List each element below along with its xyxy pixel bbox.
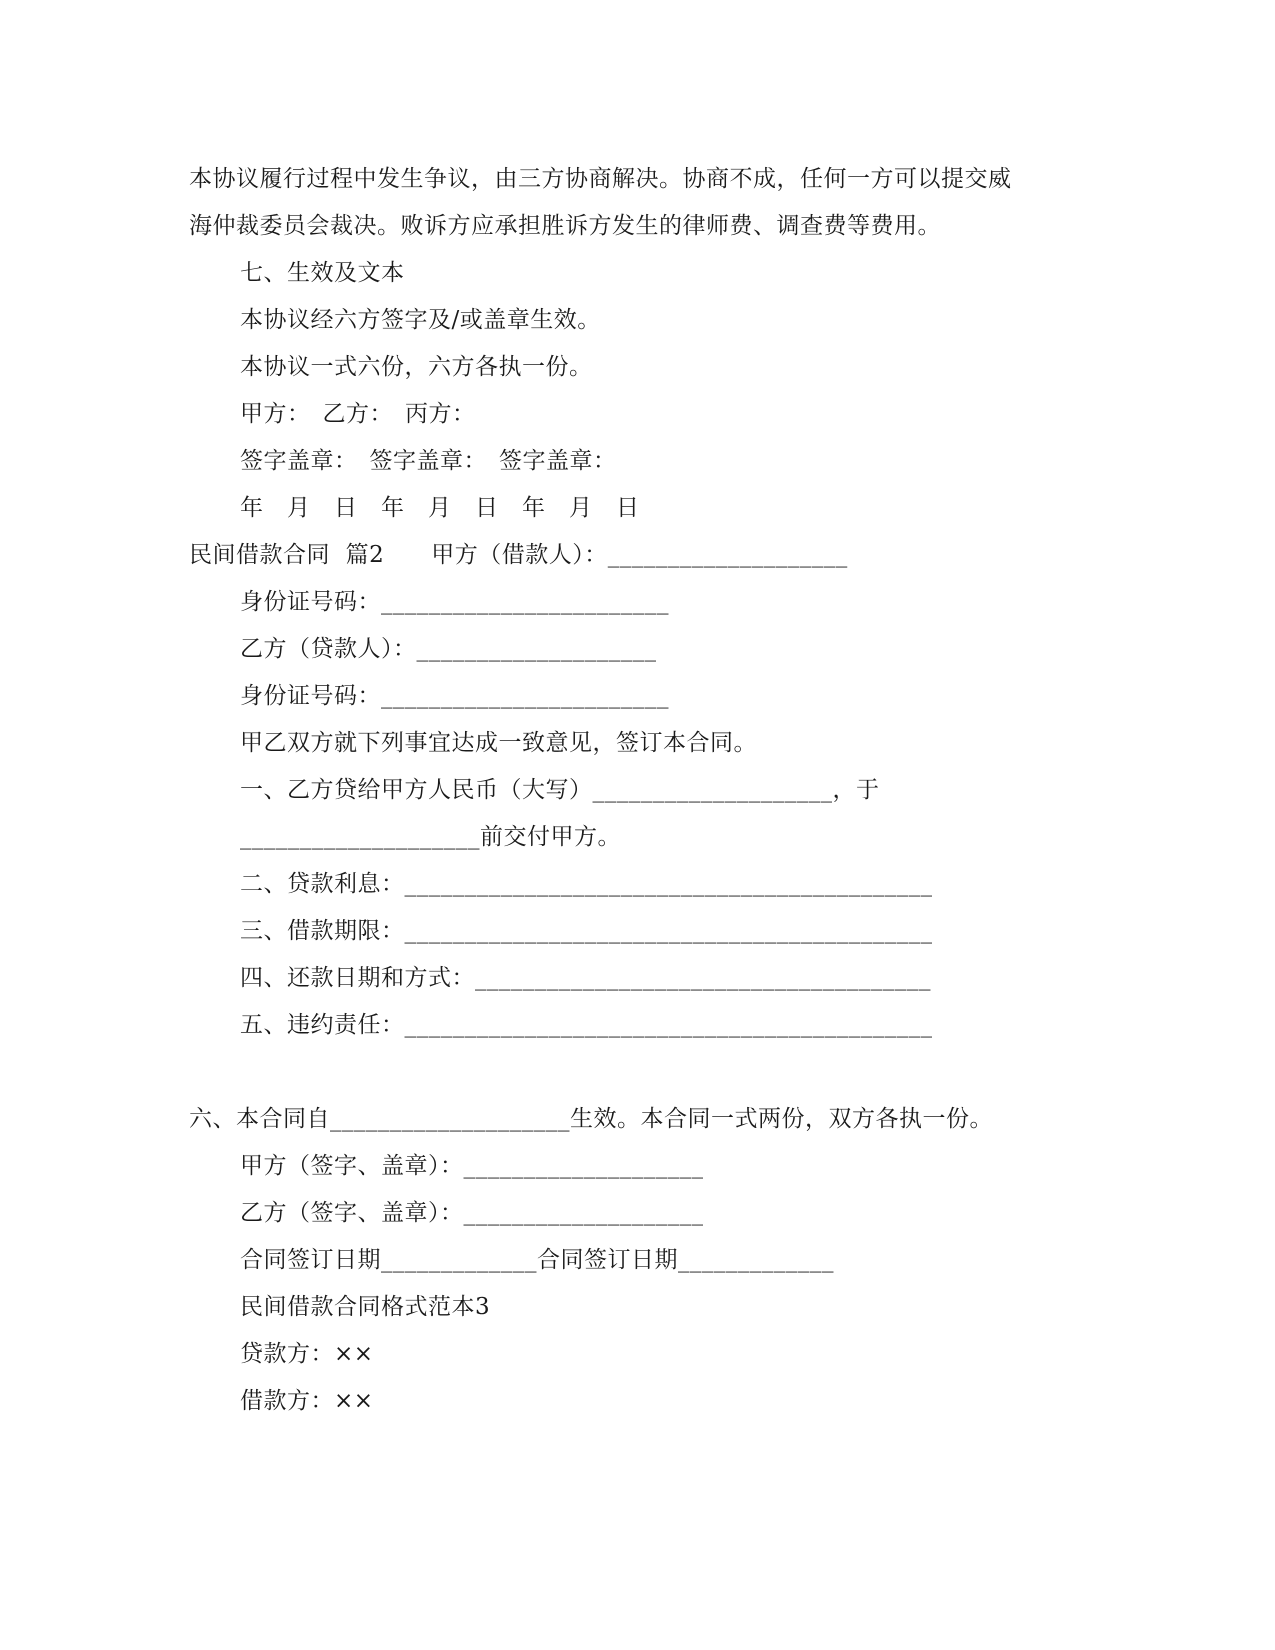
signing-date-line: 合同签订日期_____________合同签订日期_____________ — [240, 1247, 834, 1273]
party-a-signature: 甲方（签字、盖章）：____________________ — [240, 1153, 704, 1179]
signature-line: 签字盖章： 签字盖章： 签字盖章： — [240, 448, 617, 474]
id-number-line-b: 身份证号码：________________________ — [240, 683, 669, 709]
date-line: 年 月 日 年 月 日 年 月 日 — [240, 495, 640, 521]
clause-6-effective: 六、本合同自____________________生效。本合同一式两份，双方各执一份。 — [189, 1106, 993, 1132]
clause-3-term: 三、借款期限：____________________________________________ — [240, 918, 933, 944]
template-3-title: 民间借款合同格式范本3 — [240, 1294, 491, 1320]
borrower-line: 借款方：×× — [240, 1388, 374, 1414]
agreement-intro-line: 甲乙双方就下列事宜达成一致意见，签订本合同。 — [240, 730, 757, 756]
clause-4-repayment: 四、还款日期和方式：______________________________________ — [240, 965, 931, 991]
party-b-line: 乙方（贷款人）：____________________ — [240, 636, 657, 662]
id-number-line-a: 身份证号码：________________________ — [240, 589, 669, 615]
clause-2-interest: 二、贷款利息：____________________________________________ — [240, 871, 933, 897]
contract-title-party-a: 民间借款合同 篇2 甲方（借款人）：____________________ — [189, 542, 848, 568]
paragraph-line-copies: 本协议一式六份，六方各执一份。 — [240, 354, 593, 380]
section-heading-effect: 七、生效及文本 — [240, 260, 405, 286]
paragraph-line-dispute-1: 本协议履行过程中发生争议，由三方协商解决。协商不成，任何一方可以提交威 — [189, 166, 1012, 192]
paragraph-line-dispute-2: 海仲裁委员会裁决。败诉方应承担胜诉方发生的律师费、调查费等费用。 — [189, 213, 941, 239]
lender-line: 贷款方：×× — [240, 1341, 374, 1367]
parties-line: 甲方： 乙方： 丙方： — [240, 401, 476, 427]
party-b-signature: 乙方（签字、盖章）：____________________ — [240, 1200, 704, 1226]
paragraph-line-effect: 本协议经六方签字及/或盖章生效。 — [240, 307, 601, 333]
clause-1-line-2: ____________________前交付甲方。 — [240, 824, 621, 850]
clause-1-line-1: 一、乙方贷给甲方人民币（大写）____________________，于 — [240, 777, 880, 803]
clause-5-liability: 五、违约责任：____________________________________________ — [240, 1012, 933, 1038]
